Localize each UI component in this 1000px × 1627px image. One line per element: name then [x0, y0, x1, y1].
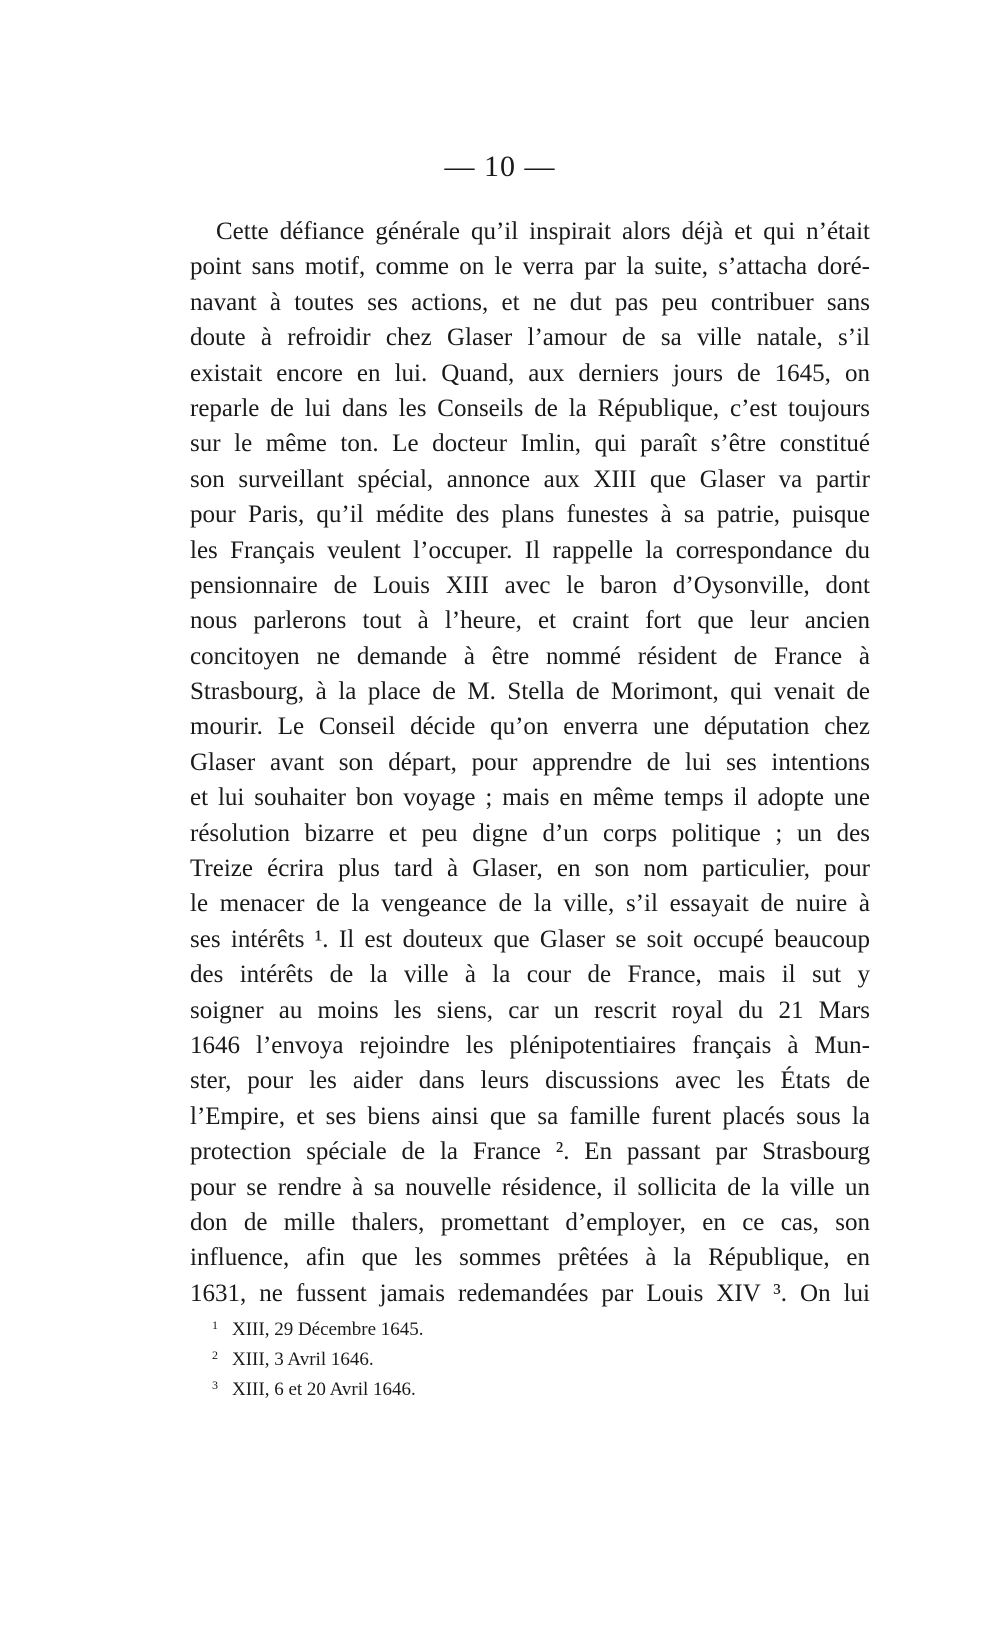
text-line: les Français veulent l’occuper. Il rappelle la correspondance du: [190, 536, 870, 564]
text-line: Cette défiance générale qu’il inspirait alors déjà et qui n’était: [216, 218, 870, 245]
text-line: ses intérêts ¹. Il est douteux que Glaser se soit occupé beaucoup: [190, 925, 870, 953]
text-line: nous parlerons tout à l’heure, et craint fort que leur ancien: [190, 607, 870, 635]
text-line: don de mille thalers, promettant d’employer, en ce cas, son: [190, 1208, 870, 1236]
footnote-mark: 3: [212, 1378, 218, 1392]
text-line: le menacer de la vengeance de la ville, s’il essayait de nuire à: [190, 890, 870, 918]
text-line: son surveillant spécial, annonce aux XIII que Glaser va partir: [190, 465, 870, 493]
text-line: Glaser avant son départ, pour apprendre de lui ses intentions: [190, 748, 870, 776]
text-line: 1646 l’envoya rejoindre les plénipotentiaires français à Mun-: [190, 1031, 870, 1059]
page-number: — 10 —: [444, 150, 556, 183]
text-line: protection spéciale de la France ². En passant par Strasbourg: [190, 1138, 870, 1166]
text-line: existait encore en lui. Quand, aux derniers jours de 1645, on: [190, 359, 870, 387]
text-line: mourir. Le Conseil décide qu’on enverra une députation chez: [190, 713, 870, 741]
footnote: [212, 1345, 712, 1375]
text-line: des intérêts de la ville à la cour de France, mais il sut y: [190, 961, 870, 989]
text-line: l’Empire, et ses biens ainsi que sa famille furent placés sous la: [190, 1102, 870, 1130]
footnote-mark: 1: [212, 1318, 218, 1332]
text-line: pour Paris, qu’il médite des plans funestes à sa patrie, puisque: [190, 501, 870, 529]
text-line: Treize écrira plus tard à Glaser, en son nom particulier, pour: [190, 855, 870, 883]
footnote-text: XIII, 6 et 20 Avril 1646.: [232, 1379, 416, 1400]
text-line: doute à refroidir chez Glaser l’amour de sa ville natale, s’il: [190, 324, 870, 352]
text-line: résolution bizarre et peu digne d’un corps politique ; un des: [190, 819, 870, 847]
text-line: soigner au moins les siens, car un rescrit royal du 21 Mars: [190, 996, 870, 1024]
text-line: 1631, ne fussent jamais redemandées par Louis XIV ³. On lui: [190, 1279, 870, 1307]
body-text: [190, 214, 870, 1311]
text-line: pensionnaire de Louis XIII avec le baron d’Oysonville, dont: [190, 571, 870, 599]
footnotes: [212, 1315, 712, 1405]
footnote-text: XIII, 29 Décembre 1645.: [232, 1319, 424, 1340]
footnote: [212, 1375, 712, 1405]
text-line: navant à toutes ses actions, et ne dut pas peu contribuer sans: [190, 288, 870, 316]
text-line: et lui souhaiter bon voyage ; mais en même temps il adopte une: [190, 784, 870, 812]
text-line: Strasbourg, à la place de M. Stella de Morimont, qui venait de: [190, 678, 870, 706]
footnote-text: XIII, 3 Avril 1646.: [232, 1349, 374, 1370]
text-line: pour se rendre à sa nouvelle résidence, il sollicita de la ville un: [190, 1173, 870, 1201]
text-line: concitoyen ne demande à être nommé résident de France à: [190, 642, 870, 670]
footnote-mark: 2: [212, 1348, 218, 1362]
text-line: ster, pour les aider dans leurs discussions avec les États de: [190, 1067, 870, 1095]
footnote: [212, 1315, 712, 1345]
text-line: point sans motif, comme on le verra par la suite, s’attacha doré-: [190, 253, 870, 281]
text-line: sur le même ton. Le docteur Imlin, qui paraît s’être constitué: [190, 430, 870, 458]
text-line: reparle de lui dans les Conseils de la République, c’est toujours: [190, 394, 870, 422]
text-line: influence, afin que les sommes prêtées à la République, en: [190, 1244, 870, 1272]
